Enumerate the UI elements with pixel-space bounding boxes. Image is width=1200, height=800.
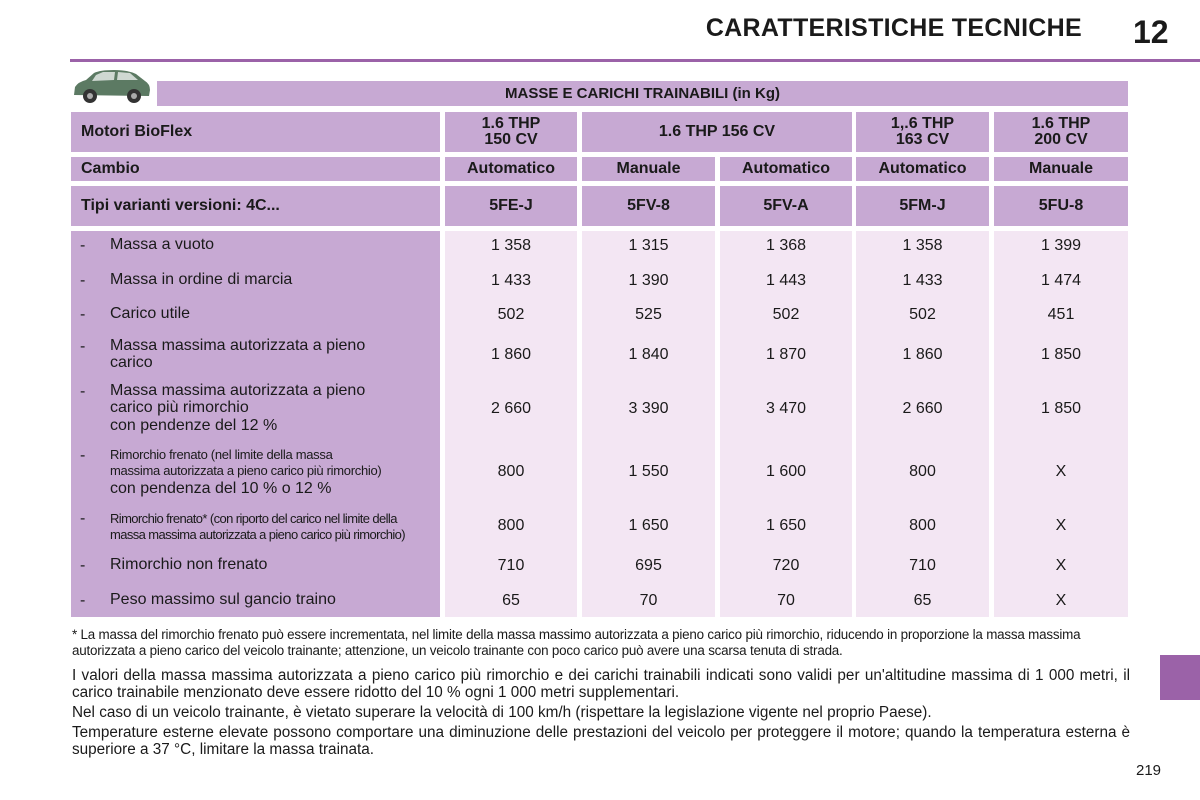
value-cell: 1 315 (628, 237, 669, 254)
gearbox-cell: Automatico (445, 157, 577, 181)
body-paragraph: I valori della massa massima autorizzata a pieno carico più rimorchio e dei carichi trainabili indicati sono validi per un'altitudine massima di 1 000 metri, il carico trainabile menzionato deve essere ridotto del 10 % ogni 1 000 metri supplementari. (72, 667, 1130, 701)
row-dash: - (80, 510, 86, 527)
body-paragraph: Nel caso di un veicolo trainante, è vietato superare la velocità di 100 km/h (rispettare la legislazione vigente nel proprio Paese). (72, 704, 932, 721)
page-number: 219 (1136, 762, 1162, 779)
engine-header (445, 112, 577, 152)
value-cell: 1 860 (490, 346, 532, 363)
row-dash: - (80, 272, 86, 289)
row-dash: - (80, 237, 86, 254)
row-dash: - (80, 592, 86, 609)
value-cell: 3 470 (765, 400, 807, 417)
variant-cell: 5FV-8 (582, 186, 715, 226)
row-dash: - (80, 338, 86, 355)
row-dash: - (80, 306, 86, 323)
engine-line1: 1,.6 THP (890, 115, 955, 132)
value-cell: 3 390 (628, 400, 669, 417)
value-cell: 65 (913, 592, 932, 609)
value-cell: 1 443 (765, 272, 807, 289)
value-cell: 525 (635, 306, 662, 323)
value-cell: 1 390 (628, 272, 669, 289)
chapter-number: 12 (1133, 14, 1169, 50)
chapter-title: CARATTERISTICHE TECNICHE (705, 14, 1082, 42)
value-cell: 800 (497, 463, 525, 480)
value-cell: 502 (909, 306, 936, 323)
value-cell: 1 358 (490, 237, 532, 254)
engine-line1: 1.6 THP (1031, 115, 1091, 132)
value-cell: 451 (1047, 306, 1075, 323)
row-label-line: massima autorizzata a pieno carico più rimorchio) (110, 463, 382, 478)
gearbox-cell: Automatico (856, 157, 989, 181)
value-cell: 710 (497, 557, 525, 574)
value-cell: 2 660 (490, 400, 532, 417)
value-cell: 70 (639, 592, 658, 609)
value-cell: 720 (772, 557, 800, 574)
value-cell: X (1055, 592, 1067, 609)
engine-header (856, 112, 989, 152)
value-cell: 1 860 (902, 346, 943, 363)
value-cell: 1 474 (1040, 272, 1082, 289)
car-icon (70, 68, 152, 106)
engine-line1: 1.6 THP 156 CV (658, 123, 776, 140)
variant-cell: 5FV-A (720, 186, 852, 226)
value-cell: 1 433 (902, 272, 943, 289)
value-cell: 695 (635, 557, 662, 574)
value-cell: 800 (909, 517, 936, 534)
engine-line2: 200 CV (1034, 131, 1088, 148)
footnote: * La massa del rimorchio frenato può essere incrementata, nel limite della massa massimo autorizzata a pieno carico più rimorchio, riducendo in proporzione la massa massima autorizzata a pieno carico del veicolo trainante; attenzione, un veicolo trainante con poco carico può avere una scarsa tenuta di strada. (72, 627, 1081, 658)
row-label-line: Massa massima autorizzata a pieno (110, 337, 366, 354)
row-label: Carico utile (110, 305, 191, 322)
row-label-line: carico più rimorchio (110, 399, 249, 416)
row-label: Massa in ordine di marcia (110, 271, 293, 288)
header-rule (70, 59, 1200, 62)
value-cell: 65 (502, 592, 520, 609)
variants-label: Tipi varianti versioni: 4C... (71, 186, 440, 226)
engine-header (582, 112, 852, 152)
table-title: MASSE E CARICHI TRAINABILI (in Kg) (157, 81, 1128, 106)
row-dash: - (80, 447, 86, 464)
variant-cell: 5FE-J (445, 186, 577, 226)
value-cell: 710 (909, 557, 936, 574)
chapter-side-tab (1160, 655, 1200, 700)
value-cell: 1 870 (765, 346, 807, 363)
variant-cell: 5FU-8 (994, 186, 1128, 226)
row-label: Rimorchio non frenato (110, 556, 268, 573)
value-cell: 1 650 (628, 517, 669, 534)
row-label-line: massa massima autorizzata a pieno carico più rimorchio) (110, 527, 406, 542)
value-cell: 1 550 (628, 463, 669, 480)
row-dash: - (80, 557, 86, 574)
value-cell: 1 840 (628, 346, 669, 363)
value-cell: 1 600 (765, 463, 807, 480)
value-cell: X (1055, 557, 1067, 574)
row-label: Massa a vuoto (110, 236, 215, 253)
row-label-line: con pendenza del 10 % o 12 % (110, 480, 332, 497)
row-label-line: Massa massima autorizzata a pieno (110, 382, 366, 399)
row-label-line: Rimorchio frenato* (con riporto del carico nel limite della (110, 511, 397, 526)
gearbox-cell: Manuale (582, 157, 715, 181)
gearbox-cell: Manuale (994, 157, 1128, 181)
row-label-line: carico (110, 354, 153, 371)
row-label-line: con pendenze del 12 % (110, 417, 278, 434)
row-label-line: Rimorchio frenato (nel limite della massa (110, 447, 333, 462)
value-cell: 1 850 (1040, 346, 1082, 363)
engine-line2: 163 CV (895, 131, 950, 148)
row-label: Peso massimo sul gancio traino (110, 591, 336, 608)
engine-line2: 150 CV (484, 131, 538, 148)
engine-header (994, 112, 1128, 152)
variant-cell: 5FM-J (856, 186, 989, 226)
value-cell: 1 368 (765, 237, 807, 254)
value-cell: 502 (772, 306, 800, 323)
value-cell: 800 (909, 463, 936, 480)
value-cell: 1 433 (490, 272, 532, 289)
value-cell: X (1055, 463, 1067, 480)
value-cell: 70 (777, 592, 795, 609)
value-cell: 1 650 (765, 517, 807, 534)
body-paragraph: Temperature esterne elevate possono comportare una diminuzione delle prestazioni del veicolo per proteggere il motore; quando la temperatura esterna è superiore a 37 °C, limitare la massa trainata. (72, 724, 1130, 758)
engine-line1: 1.6 THP (481, 115, 541, 132)
value-cell: X (1055, 517, 1067, 534)
engine-label: Motori BioFlex (71, 112, 440, 152)
value-cell: 2 660 (902, 400, 943, 417)
value-cell: 1 358 (902, 237, 943, 254)
gearbox-label: Cambio (71, 157, 440, 181)
gearbox-cell: Automatico (720, 157, 852, 181)
row-dash: - (80, 383, 86, 400)
value-cell: 1 399 (1040, 237, 1082, 254)
value-cell: 1 850 (1040, 400, 1082, 417)
value-cell: 502 (497, 306, 525, 323)
value-cell: 800 (497, 517, 525, 534)
